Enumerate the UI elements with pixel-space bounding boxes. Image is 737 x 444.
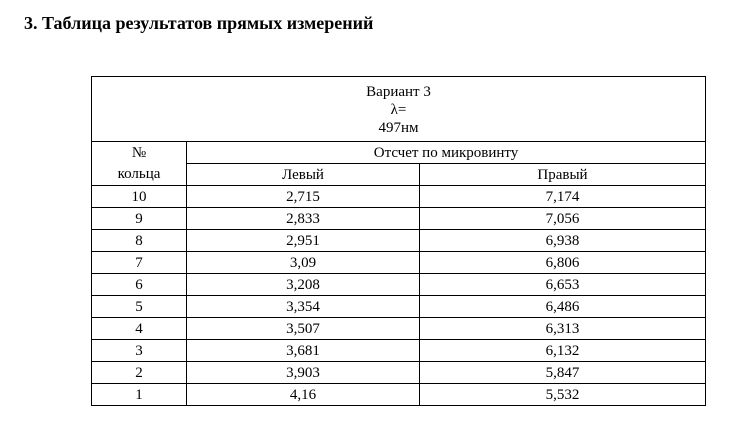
ring-number-cell: 2 <box>92 362 187 384</box>
section-heading: 3. Таблица результатов прямых измерений <box>24 13 374 33</box>
ring-number-cell: 7 <box>92 252 187 274</box>
left-reading-cell: 3,354 <box>187 296 420 318</box>
ring-number-cell: 5 <box>92 296 187 318</box>
left-reading-cell: 3,903 <box>187 362 420 384</box>
right-reading-cell: 6,313 <box>420 318 706 340</box>
ring-number-cell: 8 <box>92 230 187 252</box>
ring-number-cell: 1 <box>92 384 187 406</box>
micrometer-reading-header: Отсчет по микровинту <box>187 142 706 164</box>
lambda-label: λ= <box>390 102 407 118</box>
right-reading-header: Правый <box>420 164 706 186</box>
right-reading-cell: 6,806 <box>420 252 706 274</box>
table-row <box>92 318 706 340</box>
table-row <box>92 186 706 208</box>
table-row <box>92 384 706 406</box>
right-reading-cell: 7,056 <box>420 208 706 230</box>
left-reading-cell: 4,16 <box>187 384 420 406</box>
variant-cell <box>92 77 706 142</box>
left-reading-cell: 2,951 <box>187 230 420 252</box>
left-reading-header: Левый <box>187 164 420 186</box>
results-table <box>91 76 706 406</box>
ring-number-cell: 9 <box>92 208 187 230</box>
ring-number-cell: 4 <box>92 318 187 340</box>
left-reading-cell: 3,09 <box>187 252 420 274</box>
left-reading-cell: 3,507 <box>187 318 420 340</box>
table-row <box>92 274 706 296</box>
table-row <box>92 340 706 362</box>
results-table-body <box>92 77 706 406</box>
right-reading-cell: 6,938 <box>420 230 706 252</box>
right-reading-cell: 6,653 <box>420 274 706 296</box>
variant-row <box>92 77 706 142</box>
table-row <box>92 230 706 252</box>
left-reading-cell: 3,208 <box>187 274 420 296</box>
table-row <box>92 362 706 384</box>
right-reading-cell: 5,532 <box>420 384 706 406</box>
ring-number-header-bottom: кольца <box>92 164 187 186</box>
table-row <box>92 208 706 230</box>
right-reading-cell: 5,847 <box>420 362 706 384</box>
lambda-value: 497нм <box>378 120 419 136</box>
header-row-1 <box>92 142 706 164</box>
ring-number-cell: 3 <box>92 340 187 362</box>
variant-label: Вариант 3 <box>366 84 431 100</box>
ring-number-cell: 6 <box>92 274 187 296</box>
ring-number-cell: 10 <box>92 186 187 208</box>
right-reading-cell: 7,174 <box>420 186 706 208</box>
right-reading-cell: 6,132 <box>420 340 706 362</box>
left-reading-cell: 2,833 <box>187 208 420 230</box>
table-row <box>92 296 706 318</box>
right-reading-cell: 6,486 <box>420 296 706 318</box>
table-row <box>92 252 706 274</box>
left-reading-cell: 2,715 <box>187 186 420 208</box>
header-row-2 <box>92 164 706 186</box>
left-reading-cell: 3,681 <box>187 340 420 362</box>
ring-number-header-top: № <box>92 142 187 164</box>
